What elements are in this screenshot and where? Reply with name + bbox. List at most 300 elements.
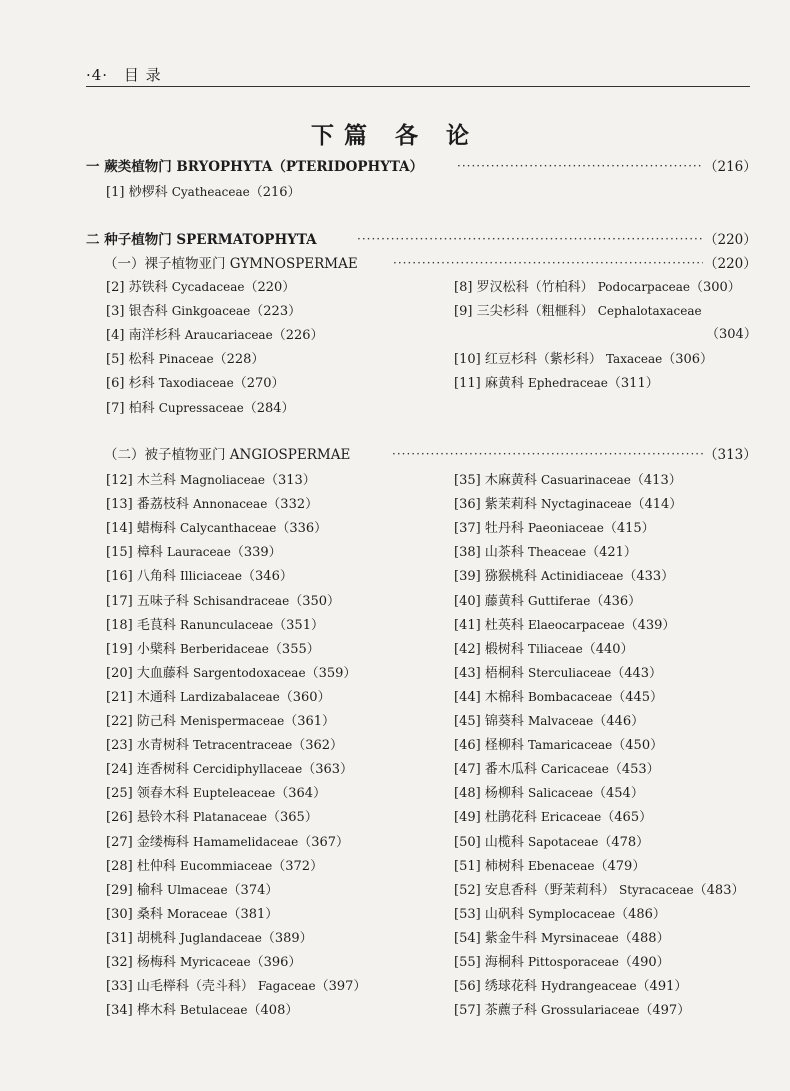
toc-entry xyxy=(106,661,356,685)
entry-page: （313） xyxy=(264,473,316,488)
entry-chinese-name: 罗汉松科（竹柏科） xyxy=(476,280,594,295)
entry-chinese-name: 梧桐科 xyxy=(484,665,524,681)
entry-number: [54] xyxy=(454,930,481,946)
entry-page: （488） xyxy=(618,930,670,946)
toc-entry xyxy=(106,492,318,516)
entry-page: （216） xyxy=(249,185,301,200)
toc-entry xyxy=(454,589,641,613)
entry-page: （483） xyxy=(693,882,745,898)
entry-chinese-name: 山茶科 xyxy=(484,545,524,561)
toc-entry xyxy=(106,878,278,902)
entry-chinese-name: 三尖杉科（粗榧科） xyxy=(476,304,594,320)
entry-page: （478） xyxy=(598,834,650,850)
entry-number: [8] xyxy=(454,280,473,295)
toc-entry xyxy=(454,854,645,878)
entry-latin-name: Schisandraceae xyxy=(192,593,290,608)
entry-page: （413） xyxy=(630,473,682,488)
entry-chinese-name: 杜仲科 xyxy=(136,858,176,874)
toc-entry xyxy=(106,637,320,661)
toc-entry xyxy=(454,371,659,395)
entry-number: [17] xyxy=(106,593,133,609)
entry-page: （300） xyxy=(689,280,741,295)
entry-latin-name: Betulaceae xyxy=(179,1003,248,1018)
entry-number: [52] xyxy=(454,882,481,898)
entry-chinese-name: 蜡梅科 xyxy=(136,521,176,537)
entry-number: [27] xyxy=(106,834,133,850)
toc-entry xyxy=(106,299,301,323)
entry-chinese-name: 防己科 xyxy=(136,714,176,729)
entry-chinese-name: 山毛榉科（壳斗科） xyxy=(136,979,254,995)
toc-entry xyxy=(106,781,326,805)
toc-entry xyxy=(706,323,757,347)
entry-page: （361） xyxy=(284,714,336,729)
entry-page: （397） xyxy=(315,979,367,995)
entry-number: [9] xyxy=(454,304,473,320)
entry-chinese-name: 木棉科 xyxy=(484,689,524,705)
entry-page: （365） xyxy=(267,810,318,826)
toc-entry xyxy=(454,805,652,829)
entry-page: （450） xyxy=(612,738,664,754)
entry-latin-name: Taxaceae xyxy=(605,352,663,367)
entry-latin-name: Ebenaceae xyxy=(527,858,595,873)
entry-chinese-name: 紫金牛科 xyxy=(484,930,537,946)
section-heading-fern: 一 蕨类植物门 BRYOPHYTA（PTERIDOPHYTA） xyxy=(86,159,424,175)
entry-latin-name: Menispermaceae xyxy=(179,714,285,728)
section-page-fern: （216） xyxy=(704,159,757,175)
entry-chinese-name: 杨柳科 xyxy=(484,786,524,802)
entry-number: [35] xyxy=(454,473,481,488)
entry-number: [7] xyxy=(106,400,125,416)
entry-page: （362） xyxy=(292,738,344,754)
entry-chinese-name: 榆科 xyxy=(136,882,163,898)
entry-chinese-name: 杜鹃花科 xyxy=(484,810,537,826)
toc-entry xyxy=(454,468,682,492)
toc-entry xyxy=(454,830,649,854)
subsection-heading-gymno: （一）裸子植物亚门 GYMNOSPERMAE xyxy=(104,256,358,272)
entry-chinese-name: 小檗科 xyxy=(136,641,176,657)
entry-number: [38] xyxy=(454,545,481,561)
entry-number: [25] xyxy=(106,786,133,802)
entry-latin-name: Ginkgoaceae xyxy=(171,304,251,319)
entry-latin-name: Salicaceae xyxy=(527,786,593,801)
toc-entry xyxy=(106,323,324,347)
entry-latin-name: Ulmaceae xyxy=(166,882,228,897)
entry-number: [10] xyxy=(454,352,481,368)
toc-entry xyxy=(106,180,301,204)
entry-latin-name: Hamamelidaceae xyxy=(192,834,299,849)
entry-chinese-name: 番木瓜科 xyxy=(484,762,537,778)
entry-latin-name: Fagaceae xyxy=(257,979,316,994)
entry-number: [47] xyxy=(454,762,481,778)
entry-number: [11] xyxy=(454,376,481,392)
entry-number: [13] xyxy=(106,497,133,513)
entry-number: [46] xyxy=(454,738,481,754)
entry-page: （497） xyxy=(639,1003,691,1019)
toc-entry xyxy=(454,926,670,950)
entry-number: [48] xyxy=(454,786,481,802)
entry-page: （351） xyxy=(273,617,324,633)
entry-latin-name: Taxodiaceae xyxy=(158,376,234,391)
entry-page: （359） xyxy=(305,665,357,681)
entry-number: [23] xyxy=(106,738,133,754)
toc-entry xyxy=(454,902,666,926)
entry-number: [32] xyxy=(106,955,133,970)
entry-chinese-name: 银杏科 xyxy=(128,304,168,320)
entry-number: [42] xyxy=(454,641,481,657)
entry-number: [41] xyxy=(454,617,481,633)
entry-chinese-name: 木通科 xyxy=(136,689,176,705)
entry-number: [22] xyxy=(106,714,133,729)
entry-page: （414） xyxy=(631,497,683,513)
entry-page: （311） xyxy=(607,376,659,392)
entry-chinese-name: 毛茛科 xyxy=(136,617,176,633)
entry-page: （454） xyxy=(593,786,644,802)
entry-chinese-name: 悬铃木科 xyxy=(136,810,189,826)
toc-entry xyxy=(106,733,343,757)
entry-latin-name: Bombacaceae xyxy=(527,689,613,704)
entry-latin-name: Theaceae xyxy=(527,545,587,560)
entry-page: （446） xyxy=(593,714,645,729)
entry-chinese-name: 山矾科 xyxy=(484,906,524,922)
entry-page: （306） xyxy=(662,352,714,368)
dot-leader xyxy=(392,443,703,467)
entry-number: [2] xyxy=(106,280,125,295)
entry-chinese-name: 锦葵科 xyxy=(484,714,524,729)
entry-latin-name: Podocarpaceae xyxy=(597,280,690,294)
entry-page: （445） xyxy=(612,689,664,705)
header-label: 目 录 xyxy=(123,66,162,84)
entry-chinese-name: 金缕梅科 xyxy=(136,834,189,850)
entry-number: [50] xyxy=(454,834,481,850)
entry-page: （355） xyxy=(268,641,320,657)
page-number: ·4· xyxy=(86,66,109,84)
toc-entry xyxy=(106,950,301,974)
entry-latin-name: Elaeocarpaceae xyxy=(527,617,625,632)
entry-number: [57] xyxy=(454,1003,481,1019)
entry-page: （367） xyxy=(298,834,350,850)
entry-page: （372） xyxy=(272,858,324,874)
entry-chinese-name: 胡桃科 xyxy=(136,930,176,946)
toc-entry xyxy=(106,854,323,878)
entry-chinese-name: 柏科 xyxy=(128,400,155,416)
toc-entry xyxy=(454,275,741,299)
entry-latin-name: Cercidiphyllaceae xyxy=(192,762,303,777)
entry-number: [33] xyxy=(106,979,133,995)
toc-entry xyxy=(106,516,327,540)
toc-entry xyxy=(106,540,282,564)
entry-chinese-name: 桑科 xyxy=(136,906,163,922)
entry-number: [24] xyxy=(106,762,133,778)
entry-number: [34] xyxy=(106,1003,133,1019)
entry-chinese-name: 番荔枝科 xyxy=(136,497,189,513)
entry-page: （360） xyxy=(279,689,331,705)
entry-latin-name: Hydrangeaceae xyxy=(540,979,637,994)
entry-chinese-name: 紫茉莉科 xyxy=(484,497,537,513)
entry-number: [6] xyxy=(106,376,125,392)
entry-page: （350） xyxy=(289,593,341,609)
entry-number: [15] xyxy=(106,545,133,561)
entry-number: [1] xyxy=(106,185,125,200)
entry-page: （443） xyxy=(611,665,663,681)
toc-entry xyxy=(106,805,318,829)
entry-chinese-name: 领春木科 xyxy=(136,786,189,802)
entry-number: [37] xyxy=(454,521,481,537)
toc-entry xyxy=(106,347,264,371)
entry-latin-name: Ephedraceae xyxy=(527,376,608,391)
entry-chinese-name: 五味子科 xyxy=(136,593,189,609)
entry-latin-name: Myrsinaceae xyxy=(540,930,619,945)
toc-entry xyxy=(454,564,674,588)
entry-latin-name: Ericaceae xyxy=(540,810,602,825)
entry-chinese-name: 连香树科 xyxy=(136,762,189,778)
entry-latin-name: Caricaceae xyxy=(540,762,609,777)
entry-chinese-name: 南洋杉科 xyxy=(128,328,181,344)
entry-page: （440） xyxy=(582,641,634,657)
toc-entry xyxy=(454,998,690,1022)
entry-latin-name: Cyatheaceae xyxy=(171,185,250,199)
entry-latin-name: Juglandaceae xyxy=(179,930,262,945)
entry-number: [30] xyxy=(106,906,133,922)
toc-entry xyxy=(106,685,331,709)
entry-latin-name: Eupteleaceae xyxy=(192,786,276,801)
toc-entry xyxy=(454,950,670,974)
entry-latin-name: Cupressaceae xyxy=(158,400,244,415)
entry-page: （228） xyxy=(213,352,265,368)
toc-entry xyxy=(454,613,675,637)
subsection-page-angio: （313） xyxy=(704,447,757,463)
entry-number: [20] xyxy=(106,665,133,681)
entry-chinese-name: 木兰科 xyxy=(136,473,176,488)
entry-chinese-name: 猕猴桃科 xyxy=(484,569,537,585)
entry-latin-name: Eucommiaceae xyxy=(179,858,273,873)
entry-page: （408） xyxy=(247,1003,299,1019)
running-header xyxy=(86,64,162,85)
entry-chinese-name: 杨梅科 xyxy=(136,955,176,970)
entry-latin-name: Sargentodoxaceae xyxy=(192,665,306,680)
entry-number: [43] xyxy=(454,665,481,681)
toc-entry xyxy=(454,637,634,661)
toc-entry xyxy=(454,974,687,998)
entry-page: （490） xyxy=(618,955,670,970)
entry-page: （479） xyxy=(594,858,646,874)
entry-latin-name: Malvaceae xyxy=(527,714,594,728)
entry-chinese-name: 柽柳科 xyxy=(484,738,524,754)
entry-number: [14] xyxy=(106,521,133,537)
entry-number: [16] xyxy=(106,569,133,585)
entry-latin-name: Symplocaceae xyxy=(527,906,616,921)
entry-chinese-name: 桫椤科 xyxy=(128,185,168,200)
entry-chinese-name: 麻黄科 xyxy=(484,376,524,392)
subsection-page-gymno: （220） xyxy=(704,256,757,272)
entry-latin-name: Casuarinaceae xyxy=(540,473,631,487)
entry-number: [31] xyxy=(106,930,133,946)
entry-chinese-name: 樟科 xyxy=(136,545,163,561)
entry-number: [21] xyxy=(106,689,133,705)
entry-page: （374） xyxy=(227,882,279,898)
entry-page: （346） xyxy=(242,569,293,585)
toc-entry xyxy=(454,299,702,323)
entry-chinese-name: 椴树科 xyxy=(484,641,524,657)
entry-latin-name: Sterculiaceae xyxy=(527,665,612,680)
entry-latin-name: Lauraceae xyxy=(166,545,231,560)
entry-latin-name: Illiciaceae xyxy=(179,569,243,584)
entry-chinese-name: 红豆杉科（紫杉科） xyxy=(484,352,602,368)
entry-number: [53] xyxy=(454,906,481,922)
toc-entry xyxy=(106,757,353,781)
entry-number: [36] xyxy=(454,497,481,513)
entry-page: （364） xyxy=(275,786,327,802)
toc-entry xyxy=(454,492,682,516)
toc-entry xyxy=(454,733,663,757)
entry-number: [56] xyxy=(454,979,481,995)
entry-number: [39] xyxy=(454,569,481,585)
entry-number: [51] xyxy=(454,858,481,874)
entry-chinese-name: 苏铁科 xyxy=(128,280,168,295)
toc-entry xyxy=(106,830,349,854)
toc-entry xyxy=(106,564,293,588)
entry-latin-name: Moraceae xyxy=(166,906,228,921)
toc-entry xyxy=(454,757,660,781)
entry-chinese-name: 海桐科 xyxy=(484,955,524,970)
entry-number: [40] xyxy=(454,593,481,609)
entry-page: （433） xyxy=(623,569,675,585)
entry-number: [12] xyxy=(106,473,133,488)
toc-entry xyxy=(106,468,316,492)
header-rule xyxy=(86,86,750,87)
entry-latin-name: Lardizabalaceae xyxy=(179,689,280,704)
entry-number: [55] xyxy=(454,955,481,970)
entry-latin-name: Styracaceae xyxy=(618,882,694,897)
toc-entry xyxy=(106,613,324,637)
toc-entry xyxy=(454,878,744,902)
entry-latin-name: Magnoliaceae xyxy=(179,473,265,487)
entry-latin-name: Berberidaceae xyxy=(179,641,269,656)
entry-chinese-name: 大血藤科 xyxy=(136,665,189,681)
entry-latin-name: Guttiferae xyxy=(527,593,591,608)
toc-entry xyxy=(454,540,637,564)
entry-page: （363） xyxy=(302,762,354,778)
part-title: 下篇 各 论 xyxy=(310,122,479,149)
entry-latin-name: Myricaceae xyxy=(179,955,251,969)
entry-chinese-name: 绣球花科 xyxy=(484,979,537,995)
entry-latin-name: Ranunculaceae xyxy=(179,617,274,632)
entry-page: （332） xyxy=(267,497,319,513)
entry-page: （486） xyxy=(615,906,666,922)
entry-number: [45] xyxy=(454,714,481,729)
entry-latin-name: Tetracentraceae xyxy=(192,738,293,753)
entry-chinese-name: 桦木科 xyxy=(136,1003,176,1019)
entry-page: （304） xyxy=(706,327,757,343)
entry-page: （270） xyxy=(233,376,285,392)
subsection-heading-angio: （二）被子植物亚门 ANGIOSPERMAE xyxy=(104,447,351,463)
dot-leader xyxy=(393,252,703,276)
entry-latin-name: Tiliaceae xyxy=(527,641,583,656)
dot-leader xyxy=(357,228,703,252)
entry-chinese-name: 杜英科 xyxy=(484,617,524,633)
entry-latin-name: Pinaceae xyxy=(158,352,214,367)
entry-latin-name: Grossulariaceae xyxy=(540,1003,640,1018)
toc-entry xyxy=(106,709,335,733)
entry-page: （453） xyxy=(608,762,660,778)
entry-latin-name: Cycadaceae xyxy=(171,280,245,294)
toc-entry xyxy=(106,275,295,299)
entry-chinese-name: 安息香科（野茉莉科） xyxy=(484,882,615,898)
toc-entry xyxy=(106,589,340,613)
toc-entry xyxy=(454,781,644,805)
entry-chinese-name: 牡丹科 xyxy=(484,521,524,537)
entry-latin-name: Tamaricaceae xyxy=(527,738,613,753)
toc-entry xyxy=(454,661,662,685)
toc-entry xyxy=(106,974,366,998)
entry-page: （381） xyxy=(227,906,279,922)
entry-page: （415） xyxy=(603,521,655,537)
entry-page: （491） xyxy=(636,979,688,995)
toc-entry xyxy=(106,396,295,420)
entry-chinese-name: 杉科 xyxy=(128,376,155,392)
entry-chinese-name: 木麻黄科 xyxy=(484,473,537,488)
entry-number: [18] xyxy=(106,617,133,633)
entry-latin-name: Pittosporaceae xyxy=(527,955,619,969)
entry-page: （396） xyxy=(250,955,302,970)
entry-page: （339） xyxy=(230,545,282,561)
entry-page: （220） xyxy=(244,280,296,295)
entry-page: （336） xyxy=(276,521,328,537)
entry-chinese-name: 八角科 xyxy=(136,569,176,585)
entry-page: （284） xyxy=(243,400,295,416)
entry-page: （389） xyxy=(261,930,313,946)
entry-latin-name: Cephalotaxaceae xyxy=(597,304,702,319)
entry-latin-name: Annonaceae xyxy=(192,497,268,512)
entry-chinese-name: 茶藨子科 xyxy=(484,1003,537,1019)
dot-leader xyxy=(457,155,703,179)
entry-latin-name: Actinidiaceae xyxy=(540,569,624,584)
toc-entry xyxy=(454,347,713,371)
entry-number: [3] xyxy=(106,304,125,320)
section-page-seed: （220） xyxy=(704,232,757,248)
entry-page: （421） xyxy=(586,545,637,561)
toc-entry xyxy=(106,902,278,926)
entry-chinese-name: 山榄科 xyxy=(484,834,524,850)
entry-number: [29] xyxy=(106,882,133,898)
entry-page: （223） xyxy=(250,304,302,320)
entry-latin-name: Araucariaceae xyxy=(184,328,273,343)
section-heading-seed: 二 种子植物门 SPERMATOPHYTA xyxy=(86,232,317,248)
entry-page: （439） xyxy=(624,617,676,633)
toc-entry xyxy=(106,926,313,950)
entry-latin-name: Platanaceae xyxy=(192,810,267,825)
entry-number: [19] xyxy=(106,641,133,657)
entry-number: [4] xyxy=(106,328,125,344)
entry-latin-name: Sapotaceae xyxy=(527,834,599,849)
entry-chinese-name: 松科 xyxy=(128,352,155,368)
toc-entry xyxy=(454,685,663,709)
entry-number: [28] xyxy=(106,858,133,874)
entry-latin-name: Nyctaginaceae xyxy=(540,497,632,512)
entry-number: [26] xyxy=(106,810,133,826)
entry-latin-name: Paeoniaceae xyxy=(527,521,604,536)
entry-chinese-name: 藤黄科 xyxy=(484,593,524,609)
entry-number: [49] xyxy=(454,810,481,826)
toc-entry xyxy=(106,998,298,1022)
entry-number: [44] xyxy=(454,689,481,705)
entry-chinese-name: 水青树科 xyxy=(136,738,189,754)
entry-page: （226） xyxy=(272,328,324,344)
entry-number: [5] xyxy=(106,352,125,368)
entry-latin-name: Calycanthaceae xyxy=(179,521,277,536)
entry-page: （465） xyxy=(601,810,653,826)
toc-entry xyxy=(454,709,644,733)
entry-chinese-name: 柿树科 xyxy=(484,858,524,874)
